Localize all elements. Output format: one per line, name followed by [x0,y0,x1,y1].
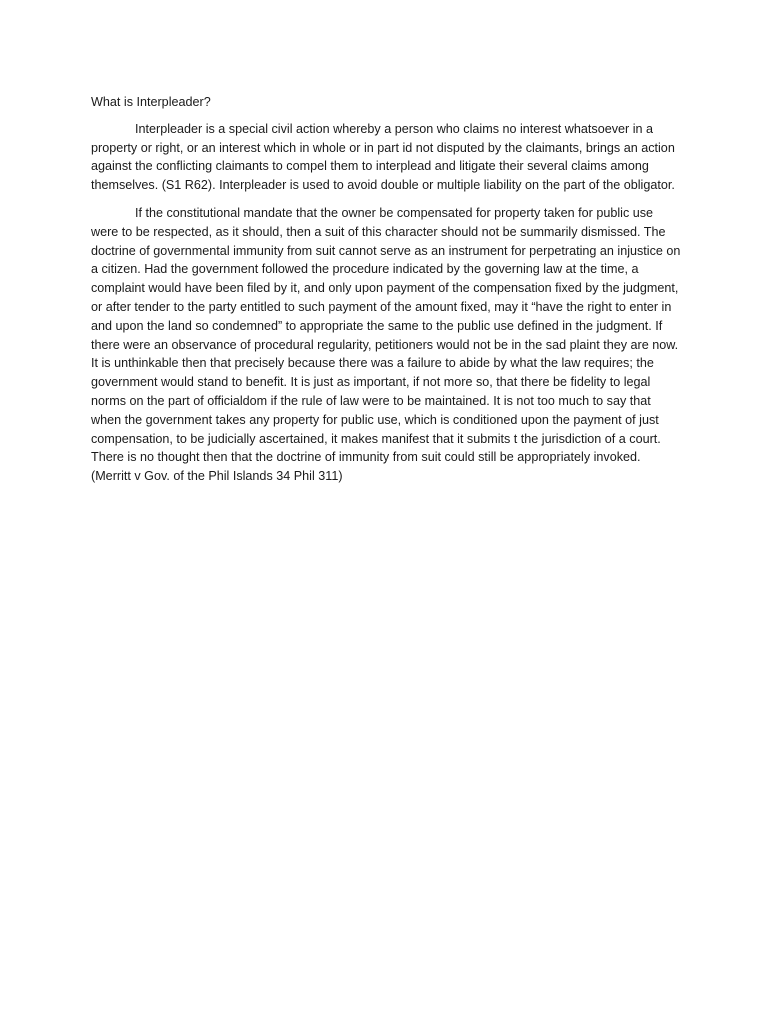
document-heading: What is Interpleader? [91,95,211,109]
paragraph-governmental-immunity: If the constitutional mandate that the owner be compensated for property taken for public use were to be respected, as it should, then a suit of this character should not be summarily dismissed. The doctrine of governmental immunity from suit cannot serve as an instrument for perpetrating an injustice on a citizen. Had the government followed the procedure indicated by the governing law at the time, a complaint would have been filed by it, and only upon payment of the compensation fixed by the judgment, or after tender to the party entitled to such payment of the amount fixed, may it “have the right to enter in and upon the land so condemned” to appropriate the same to the public use defined in the judgment. If there were an observance of procedural regularity, petitioners would not be in the sad plaint they are now. It is unthinkable then that precisely because there was a failure to abide by what the law requires; the government would stand to benefit. It is just as important, if not more so, that there be fidelity to legal norms on the part of officialdom if the rule of law were to be maintained. It is not too much to say that when the government takes any property for public use, which is conditioned upon the payment of just compensation, to be judicially ascertained, it makes manifest that it submits t the jurisdiction of a court. There is no thought then that the doctrine of immunity from suit could still be appropriately invoked. (Merritt v Gov. of the Phil Islands 34 Phil 311) [91,205,681,484]
paragraph-interpleader-definition: Interpleader is a special civil action whereby a person who claims no interest whatsoever in a property or right, or an interest which in whole or in part id not disputed by the claimants, brings an action against the conflicting claimants to compel them to interplead and litigate their several claims among themselves. (S1 R62). Interpleader is used to avoid double or multiple liability on the part of the obligator. [91,121,675,193]
document-body [91,93,681,495]
